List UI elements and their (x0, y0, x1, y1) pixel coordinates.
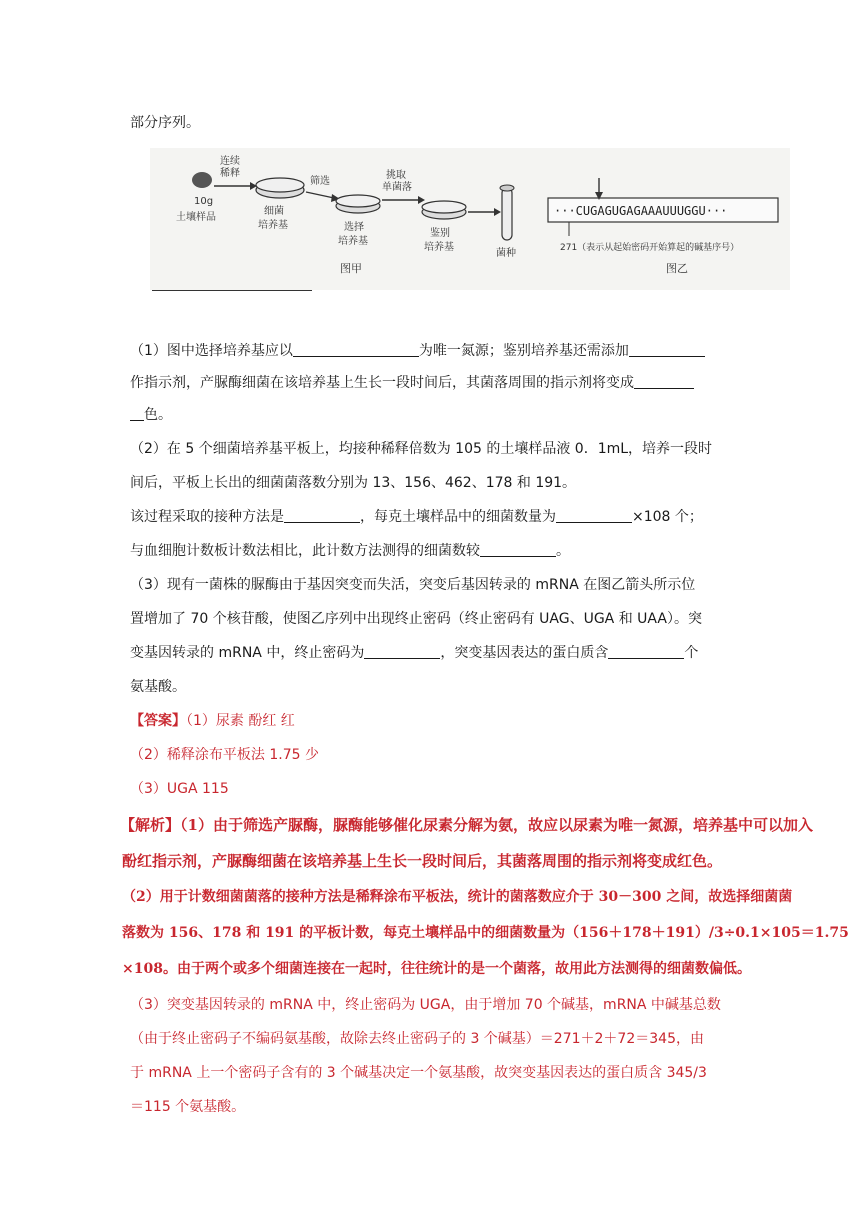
q2-line2: 间后，平板上长出的细菌菌落数分别为 13、156、462、178 和 191。 (130, 475, 577, 491)
analysis-p3c: 于 mRNA 上一个密码子含有的 3 个碱基决定一个氨基酸，故突变基因表达的蛋白质含 345/3 (130, 1065, 707, 1081)
q2-text-b: ，每克土壤样品中的细菌数量为 (360, 509, 556, 525)
q2-blank-2 (556, 508, 632, 523)
step1-label-b: 稀释 (220, 168, 240, 179)
analysis-label: 【解析】 (120, 816, 181, 834)
intro-text: 部分序列。 (130, 115, 200, 131)
q1-text-a: （1）图中选择培养基应以 (130, 343, 293, 359)
q3-text-c: 个 (684, 645, 699, 661)
q3-line4: 氨基酸。 (130, 679, 186, 695)
q1-blank-2 (629, 342, 705, 357)
q3-text-b: ，突变基因表达的蛋白质含 (440, 645, 609, 661)
q3-blank-2 (608, 644, 684, 659)
analysis-p3a: （3）突变基因转录的 mRNA 中，终止密码为 UGA，由于增加 70 个碱基，mRNA 中碱基总数 (130, 997, 721, 1013)
analysis-p2c: ×108。由于两个或多个细菌连接在一起时，往往统计的是一个菌落，故用此方法测得的细菌数偏低。 (122, 961, 751, 977)
sample-label-2: 土壤样品 (176, 212, 216, 223)
answer-label: 【答案】 (130, 713, 186, 729)
answer-2: （2）稀释涂布平板法 1.75 少 (130, 747, 319, 763)
q2-text-d: 与血细胞计数板计数法相比，此计数方法测得的细菌数较 (130, 543, 480, 559)
q2-blank-3 (480, 542, 556, 557)
step2-label: 筛选 (310, 176, 330, 187)
dish2-label-b: 培养基 (338, 236, 368, 247)
q2-text-a: 该过程采取的接种方法是 (130, 509, 284, 525)
dish3-label-b: 培养基 (424, 242, 454, 253)
step3-label-a: 挑取 (386, 170, 406, 181)
analysis-p2a: （2）用于计数细菌菌落的接种方法是稀释涂布平板法，统计的菌落数应介于 30－300 之间，故选择细菌菌 (122, 889, 793, 905)
q2-line1: （2）在 5 个细菌培养基平板上，均接种稀释倍数为 105 的土壤样品液 0．1mL，培养一段时 (130, 441, 713, 457)
test-tube-icon (502, 188, 512, 240)
q3-text-a: 变基因转录的 mRNA 中，终止密码为 (130, 645, 365, 661)
q1-line3 (130, 404, 172, 424)
q3-line1: （3）现有一菌株的脲酶由于基因突变而失活，突变后基因转录的 mRNA 在图乙箭头所示位 (130, 577, 696, 593)
experiment-figure (150, 148, 790, 290)
figure-svg (150, 148, 790, 290)
analysis-text-1a: （1）由于筛选产脲酶，脲酶能够催化尿素分解为氨，故应以尿素为唯一氮源，培养基中可以加入 (180, 816, 813, 834)
step1-label-a: 连续 (220, 156, 240, 167)
q2-blank-1 (284, 508, 360, 523)
sample-label-1: 10g (194, 196, 214, 207)
q1-text-c: 作指示剂，产脲酶细菌在该培养基上生长一段时间后，其菌落周围的指示剂将变成 (130, 375, 634, 391)
answer-1: （1）尿素 酚红 红 (186, 713, 295, 729)
q1-text-b: 为唯一氮源；鉴别培养基还需添加 (418, 343, 629, 359)
analysis-p2b: 落数为 156、178 和 191 的平板计数，每克土壤样品中的细菌数量为（156＋178＋191）/3÷0.1×105＝1.75 (122, 925, 849, 941)
dish1-label-b: 培养基 (258, 220, 288, 231)
q1-blank-1 (293, 342, 419, 357)
analysis-p3b: （由于终止密码子不编码氨基酸，故除去终止密码子的 3 个碱基）＝271＋2＋72＝345，由 (130, 1031, 704, 1047)
dish-2-lid (336, 195, 380, 207)
dish-1-lid (256, 178, 304, 192)
answer-line1 (130, 710, 295, 730)
dish3-label-a: 鉴别 (430, 228, 450, 239)
sequence-note: 271（表示从起始密码开始算起的碱基序号） (560, 243, 740, 253)
analysis-p1b: 酚红指示剂，产脲酶细菌在该培养基上生长一段时间后，其菌落周围的指示剂将变成红色。 (122, 852, 723, 870)
caption-left: 图甲 (340, 262, 362, 275)
q3-line2: 置增加了 70 个核苷酸，使图乙序列中出现终止密码（终止密码有 UAG、UGA 和 UAA）。突 (130, 611, 702, 627)
step3-label-b: 单菌落 (382, 182, 412, 193)
mrna-sequence: ···CUGAGUGAGAAAUUUGGU··· (554, 204, 728, 218)
q1-blank-3 (634, 374, 694, 389)
q1-text-d: 色。 (144, 407, 172, 423)
dish2-label-a: 选择 (344, 222, 364, 233)
q2-text-e: 。 (556, 543, 570, 559)
test-tube-cap (500, 185, 514, 191)
tube-label: 菌种 (496, 248, 516, 259)
dish-3-lid (422, 201, 466, 213)
q3-line3 (130, 642, 698, 662)
q1-line1 (130, 340, 705, 360)
q1-blank-3b (130, 406, 144, 421)
figure-underline (152, 290, 312, 291)
soil-sample-icon (192, 172, 212, 188)
caption-right: 图乙 (666, 262, 688, 275)
q1-line2 (130, 372, 694, 392)
q2-line4 (130, 540, 570, 560)
analysis-p1a (120, 814, 813, 835)
q2-line3 (130, 506, 703, 526)
q2-text-c: ×108 个； (632, 509, 703, 525)
dish1-label-a: 细菌 (264, 206, 284, 217)
answer-3: （3）UGA 115 (130, 781, 229, 797)
analysis-p3d: ＝115 个氨基酸。 (130, 1099, 246, 1115)
q3-blank-1 (364, 644, 440, 659)
